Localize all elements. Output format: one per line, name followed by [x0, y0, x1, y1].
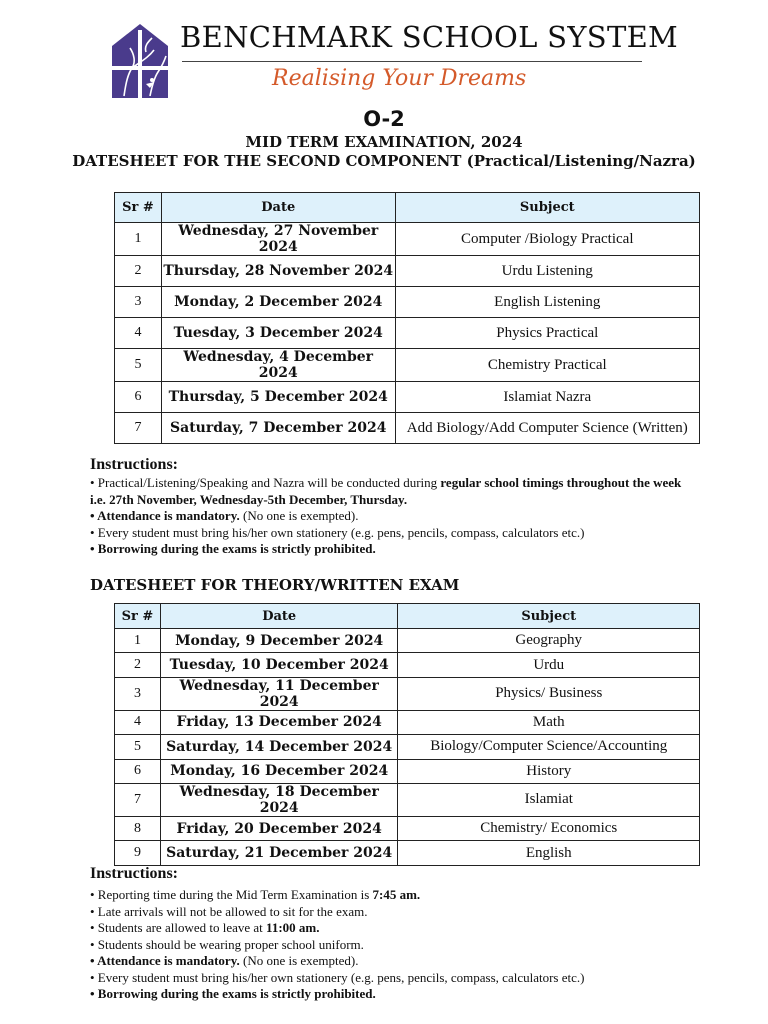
sr-cell: 1 [115, 223, 162, 256]
instruction-line [90, 508, 730, 525]
instruction-line [90, 953, 730, 970]
date-cell: Friday, 13 December 2024 [160, 710, 398, 734]
practical-instructions [90, 475, 730, 558]
sr-cell: 8 [115, 816, 161, 840]
exam-title: MID TERM EXAMINATION, 2024 [245, 133, 523, 151]
subject-cell: Islamiat Nazra [395, 382, 699, 413]
table-row [115, 677, 700, 710]
instruction-line [90, 986, 730, 1003]
school-name: BENCHMARK SCHOOL SYSTEM [180, 20, 679, 54]
sr-cell: 3 [115, 677, 161, 710]
sr-cell: 2 [115, 256, 162, 287]
instruction-line [90, 492, 730, 509]
table-row [115, 349, 700, 382]
subject-cell: Urdu [398, 653, 700, 677]
subject-cell: English Listening [395, 287, 699, 318]
column-header-date: Date [160, 604, 398, 629]
date-cell: Saturday, 14 December 2024 [160, 735, 398, 759]
table-row [115, 223, 700, 256]
date-cell: Monday, 9 December 2024 [160, 629, 398, 653]
theory-datesheet-table [114, 603, 700, 866]
sr-cell: 5 [115, 735, 161, 759]
instruction-line: • Every student must bring his/her own stationery (e.g. pens, pencils, compass, calculators etc.) [90, 969, 585, 985]
table-header-row [115, 193, 700, 223]
subject-cell: Biology/Computer Science/Accounting [398, 735, 700, 759]
sr-cell: 1 [115, 629, 161, 653]
instruction-line [90, 887, 730, 904]
instruction-emphasis: i.e. 27th November, Wednesday-5th December, Thursday. [90, 491, 408, 507]
instruction-emphasis: • Borrowing during the exams is strictly prohibited. [90, 986, 376, 1001]
date-cell: Friday, 20 December 2024 [160, 816, 398, 840]
column-header-sr: Sr # [115, 604, 161, 629]
subject-cell: Geography [398, 629, 700, 653]
practical-datesheet-table [114, 192, 700, 444]
table-row [115, 318, 700, 349]
subject-cell: Add Biology/Add Computer Science (Written) [395, 413, 699, 444]
instruction-text: (No one is exempted). [239, 508, 359, 523]
instruction-emphasis: • Borrowing during the exams is strictly prohibited. [90, 541, 376, 556]
table-row [115, 735, 700, 759]
instruction-text: • Reporting time during the Mid Term Examination is [90, 887, 373, 902]
class-level: O-2 [363, 107, 405, 131]
instruction-text: • Students are allowed to leave at [90, 920, 267, 935]
theory-instructions [90, 887, 730, 1003]
date-cell: Saturday, 21 December 2024 [160, 841, 398, 865]
instructions-heading: Instructions: [90, 865, 179, 882]
column-header-subject: Subject [395, 193, 699, 223]
subject-cell: Urdu Listening [395, 256, 699, 287]
table-row [115, 653, 700, 677]
instruction-emphasis: regular school timings throughout the week [440, 475, 682, 490]
header-divider [182, 61, 642, 62]
sr-cell: 6 [115, 759, 161, 783]
date-cell: Wednesday, 4 December 2024 [161, 349, 395, 382]
column-header-subject: Subject [398, 604, 700, 629]
date-cell: Saturday, 7 December 2024 [161, 413, 395, 444]
date-cell: Tuesday, 10 December 2024 [160, 653, 398, 677]
table-row [115, 629, 700, 653]
instruction-text: (No one is exempted). [239, 953, 359, 968]
instruction-line [90, 920, 730, 937]
sr-cell: 7 [115, 783, 161, 816]
sr-cell: 3 [115, 287, 162, 318]
table-row [115, 287, 700, 318]
date-cell: Wednesday, 27 November 2024 [161, 223, 395, 256]
table-row [115, 382, 700, 413]
table-row [115, 816, 700, 840]
instruction-line: • Late arrivals will not be allowed to sit for the exam. [90, 903, 368, 919]
instruction-line: • Every student must bring his/her own stationery (e.g. pens, pencils, compass, calculators etc.) [90, 524, 585, 540]
table-header-row [115, 604, 700, 629]
table-row [115, 841, 700, 865]
table-row [115, 759, 700, 783]
subject-cell: Chemistry Practical [395, 349, 699, 382]
subject-cell: Chemistry/ Economics [398, 816, 700, 840]
tree-window-logo-icon [110, 22, 170, 99]
date-cell: Wednesday, 11 December 2024 [160, 677, 398, 710]
sr-cell: 5 [115, 349, 162, 382]
instruction-emphasis: 7:45 am. [372, 887, 421, 902]
date-cell: Tuesday, 3 December 2024 [161, 318, 395, 349]
sr-cell: 2 [115, 653, 161, 677]
instructions-heading: Instructions: [90, 456, 179, 473]
date-cell: Monday, 2 December 2024 [161, 287, 395, 318]
instruction-emphasis: • Attendance is mandatory. [90, 508, 240, 523]
column-header-date: Date [161, 193, 395, 223]
sr-cell: 7 [115, 413, 162, 444]
instruction-emphasis: • Attendance is mandatory. [90, 953, 240, 968]
instruction-line [90, 541, 730, 558]
instruction-text: • Practical/Listening/Speaking and Nazra will be conducted during [90, 475, 441, 490]
date-cell: Thursday, 28 November 2024 [161, 256, 395, 287]
school-tagline: Realising Your Dreams [272, 66, 527, 91]
sr-cell: 9 [115, 841, 161, 865]
table-row [115, 783, 700, 816]
subject-cell: English [398, 841, 700, 865]
date-cell: Wednesday, 18 December 2024 [160, 783, 398, 816]
subject-cell: Islamiat [398, 783, 700, 816]
sr-cell: 4 [115, 318, 162, 349]
table-row [115, 413, 700, 444]
subject-cell: Math [398, 710, 700, 734]
subject-cell: Physics/ Business [398, 677, 700, 710]
table-row [115, 710, 700, 734]
subject-cell: Computer /Biology Practical [395, 223, 699, 256]
datesheet-title: DATESHEET FOR THE SECOND COMPONENT (Practical/Listening/Nazra) [72, 152, 696, 170]
sr-cell: 4 [115, 710, 161, 734]
column-header-sr: Sr # [115, 193, 162, 223]
subject-cell: History [398, 759, 700, 783]
instruction-line: • Students should be wearing proper school uniform. [90, 936, 364, 952]
date-cell: Thursday, 5 December 2024 [161, 382, 395, 413]
instruction-emphasis: 11:00 am. [266, 920, 320, 935]
table-row [115, 256, 700, 287]
subject-cell: Physics Practical [395, 318, 699, 349]
instruction-line [90, 475, 730, 492]
date-cell: Monday, 16 December 2024 [160, 759, 398, 783]
sr-cell: 6 [115, 382, 162, 413]
theory-datesheet-heading: DATESHEET FOR THEORY/WRITTEN EXAM [90, 576, 460, 594]
